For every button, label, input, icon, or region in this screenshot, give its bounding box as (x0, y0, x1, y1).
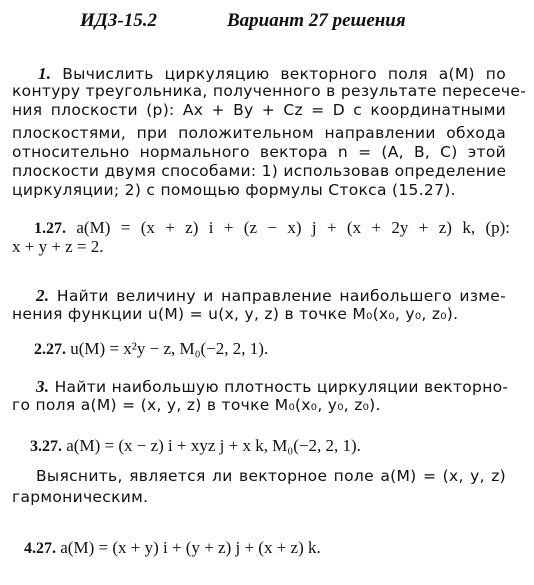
task-1-line-6: плоскости двумя способами: 1) использовав определение (12, 162, 507, 180)
task-1-line-5: относительно нормального вектора n = (A, B, C) этой (12, 143, 506, 161)
problem-2-text: u(M) = x²y − z, M₀(−2, 2, 1). (70, 339, 269, 358)
header-title: ИДЗ-15.2 (80, 10, 158, 31)
problem-4-text: a(M) = (x + y) i + (y + z) j + (x + z) k. (60, 538, 321, 557)
task-4-line-2: гармоническим. (12, 488, 149, 506)
problem-4-number: 4.27. (24, 540, 56, 557)
problem-2-number: 2.27. (34, 341, 66, 358)
problem-1-number: 1.27. (34, 220, 66, 237)
task-1-line-7: циркуляции; 2) с помощью формулы Стокса (15.27). (12, 181, 456, 199)
task-3-line-1: 3. Найти наибольшую плотность циркуляции векторно- (36, 377, 509, 396)
task-2-number: 2. (36, 286, 50, 305)
task-4-line-1: Выяснить, является ли векторное поле a(M) = (x, y, z) (36, 467, 506, 485)
problem-3-27 (30, 436, 361, 456)
task-1-line-2: контуру треугольника, полученного в результате пересече- (12, 82, 527, 100)
task-3-number: 3. (36, 377, 50, 396)
problem-3-number: 3.27. (30, 438, 62, 455)
task-1-line-3: ния плоскости (p): Ax + By + Cz = D с координатными (12, 101, 506, 119)
header-variant: Вариант 27 решения (227, 10, 406, 31)
task-1-line-1: 1. Вычислить циркуляцию векторного поля a(M) по (38, 64, 506, 83)
problem-3-text: a(M) = (x − z) i + xyz j + x k, M₀(−2, 2, 1). (66, 436, 361, 455)
task-3-line-2: го поля a(M) = (x, y, z) в точке M₀(x₀, y₀, z₀). (12, 396, 381, 414)
problem-1-line-2: x + y + z = 2. (12, 237, 104, 256)
problem-4-27 (24, 538, 321, 558)
task-2-line-2: нения функции u(M) = u(x, y, z) в точке M₀(x₀, y₀, z₀). (12, 305, 459, 323)
task-2-line-1: 2. Найти величину и направление наибольшего изме- (36, 286, 506, 305)
task-1-line-4: плоскостями, при положительном направлении обхода (12, 124, 506, 142)
problem-1-line-1: 1.27. a(M) = (x + z) i + (z − x) j + (x + 2y + z) k, (p): (34, 218, 510, 237)
problem-2-27 (34, 339, 268, 359)
task-1-number: 1. (38, 64, 52, 83)
